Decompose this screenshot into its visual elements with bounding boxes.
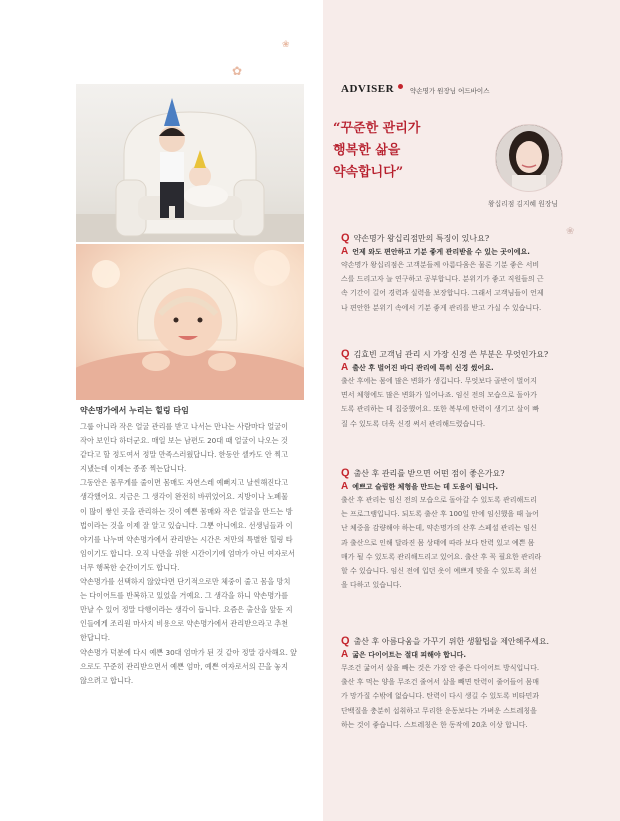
answer-headline: 예쁘고 슬림한 체형을 만드는 데 도움이 됩니다. (352, 483, 498, 491)
a-mark-icon: A (341, 481, 349, 492)
text-line: 한답니다. (80, 633, 111, 643)
text-line: 그룹 아니라 작은 얼굴 관리를 받고 나서는 만나는 사람마다 얼굴이 (80, 422, 289, 431)
paragraph (80, 420, 303, 476)
question-text: 김효빈 고객님 관리 시 가장 신경 쓴 부분은 무엇인가요? (353, 350, 549, 359)
red-dot-icon (398, 84, 403, 89)
text-line: 같다고 할 정도여서 정말 만족스러웠답니다. 한동안 셀카도 안 찍고 (80, 450, 289, 460)
a-mark-icon: A (341, 649, 349, 660)
flower-decoration-icon: ❀ (282, 40, 290, 50)
text-line: 단백질을 충분히 섭취하고 무리한 운동보다는 가벼운 스트레칭을 (341, 706, 537, 715)
text-line: 가 망가질 수밖에 없습니다. 탄력이 다시 생길 수 있도록 비타민과 (341, 692, 540, 701)
text-line: 과 출산으로 인해 달라진 몸 상태에 따라 보다 탄력 있고 예쁜 몸 (341, 538, 535, 547)
answer-body (341, 374, 587, 431)
qa-block (341, 232, 587, 315)
q-mark-icon: Q (341, 232, 350, 244)
question-row (341, 635, 587, 647)
text-line: 이 많이 쌓인 곳을 관리하는 것이 예쁜 몸매와 작은 얼굴을 만드는 방 (80, 506, 293, 516)
q-mark-icon: Q (341, 348, 350, 360)
testimonial-body (80, 420, 303, 688)
text-line: 임이기도 합니다. 오직 나만을 위한 시간이기에 엄마가 아닌 여자로서 (80, 548, 295, 558)
quote-line: 약속합니다” (333, 165, 404, 180)
text-line: 약손명가 왕십리점은 고객분들께 아름다움은 물론 기분 좋은 서비 (341, 261, 540, 269)
paragraph (80, 476, 303, 575)
adviser-portrait (495, 124, 563, 192)
question-text: 출산 후 아름다움을 가꾸기 위한 생활팁을 제안해주세요. (353, 637, 550, 646)
answer-body (341, 258, 587, 315)
text-line: 는 다이어트를 반복하고 있었을 거예요. 그 생각을 하니 약손명가를 (80, 591, 289, 601)
text-line: 생각했어요. 지금은 그 생각이 완전히 바뀌었어요. 지방이나 노폐물 (80, 492, 289, 502)
qa-block (341, 467, 587, 592)
text-line: 지냈는데 이제는 종종 찍는답니다. (80, 464, 187, 474)
text-line: 으로도 꾸준히 관리받으면서 예쁜 엄마, 예쁜 여자로서의 끈을 놓지 (80, 661, 289, 671)
q-mark-icon: Q (341, 467, 350, 479)
adviser-name: 왕십리점 김지혜 원장님 (488, 200, 558, 208)
text-line: 할 수 있습니다. 임신 전에 입던 옷이 예쁘게 맞을 수 있도록 최선 (341, 567, 537, 576)
adviser-label: ADVISER (341, 83, 395, 95)
answer-row (341, 362, 587, 373)
question-text: 출산 후 관리를 받으면 어떤 점이 좋은가요? (353, 469, 505, 478)
qa-block (341, 635, 587, 732)
answer-headline: 언제 와도 편안하고 기분 좋게 관리받을 수 있는 곳이에요. (352, 248, 530, 256)
text-line: 출산 후 관리는 임신 전의 모습으로 돌아갈 수 있도록 관리해드리 (341, 496, 537, 504)
answer-row (341, 481, 587, 492)
section-title: 약손명가에서 누리는 힐링 타임 (80, 406, 189, 415)
adviser-subtitle: 약손명가 원장님 어드바이스 (410, 87, 490, 95)
text-line: 스를 드리고자 늘 연구하고 공부합니다. 분위기가 좋고 직원들의 근 (341, 275, 544, 284)
q-mark-icon: Q (341, 635, 350, 647)
text-line: 너무 행복한 순간이기도 합니다. (80, 562, 180, 572)
text-line: 나 편안한 분위기 속에서 기분 좋게 관리를 받고 가실 수 있습니다. (341, 303, 542, 312)
answer-body (341, 661, 587, 732)
text-line: 하는 것이 좋습니다. 스트레칭은 한 동작에 20초 이상 합니다. (341, 720, 528, 729)
question-text: 약손명가 왕십리점만의 특징이 있나요? (353, 234, 490, 243)
text-line: 도록 관리하는 데 집중했어요. 또한 복부에 탄력이 생기고 살이 빠 (341, 405, 540, 414)
text-line: 그동안은 몸무게를 줄이면 몸매도 자연스레 예뻐지고 날씬해진다고 (80, 478, 289, 488)
quote-line: 행복한 삶을 (333, 143, 401, 158)
text-line: 면서 체형에도 많은 변화가 일어나죠. 임신 전의 모습으로 돌아가 (341, 391, 537, 400)
text-line: 출산 후 먹는 양을 무조건 줄여서 살을 빼면 탄력이 줄어들어 몸매 (341, 678, 540, 687)
text-line: 질 수 있도록 더욱 신경 써서 관리해드렸습니다. (341, 419, 486, 428)
photo-baby-in-bonnet (76, 244, 304, 400)
text-line: 매가 될 수 있도록 관리해드리고 있어요. 출산 후 꼭 필요한 관리라 (341, 552, 542, 561)
paragraph (80, 646, 303, 688)
qa-block (341, 348, 587, 431)
a-mark-icon: A (341, 246, 349, 257)
question-row (341, 232, 587, 244)
text-line: 만날 수 있어 정말 다행이라는 생각이 듭니다. 요즘은 출산을 앞둔 지 (80, 605, 293, 615)
text-line: 는 프로그램입니다. 되도록 출산 후 100일 안에 임신했을 때 늘어 (341, 510, 539, 519)
text-line: 을 다하고 있습니다. (341, 581, 402, 590)
answer-headline: 출산 후 벌어진 바디 관리에 특히 신경 썼어요. (352, 364, 494, 372)
paragraph (80, 575, 303, 645)
text-line: 법이라는 것을 이제 잘 알고 있습니다. 그뿐 아니에요. 선생님들과 이 (80, 520, 293, 530)
answer-row (341, 246, 587, 257)
text-line: 출산 후에는 몸에 많은 변화가 생깁니다. 무엇보다 골반이 벌어지 (341, 377, 537, 385)
text-line: 않으려고 합니다. (80, 675, 134, 685)
answer-body (341, 493, 587, 592)
text-line: 야기를 나누며 약손명가에서 관리받는 시간은 저만의 특별한 힐링 타 (80, 534, 293, 544)
question-row (341, 467, 587, 479)
flower-decoration-icon: ❀ (566, 226, 575, 237)
text-line: 무조건 굶어서 살을 빼는 것은 가장 안 좋은 다이어트 방식입니다. (341, 664, 540, 672)
text-line: 약손명가를 선택하지 않았다면 단기적으로만 체중이 줄고 몸을 망치 (80, 577, 291, 587)
text-line: 인들에게 조리원 마사지 비용으로 약손명가에서 관리받으라고 추천 (80, 619, 289, 629)
flower-decoration-icon: ✿ (232, 64, 243, 78)
quote-line: “꾸준한 관리가 (333, 121, 421, 136)
question-row (341, 348, 587, 360)
text-line: 난 체중을 감량해야 하는데, 약손명가의 산후 스페셜 관리는 임신 (341, 524, 537, 533)
text-line: 약손명가 덕분에 다시 예쁜 30대 엄마가 된 것 같아 정말 감사해요. 앞 (80, 647, 298, 657)
text-line: 작아 보인다 하더군요. 매일 보는 남편도 20대 때 얼굴이 나오는 것 (80, 436, 288, 446)
photo-children-on-chair (76, 84, 304, 242)
a-mark-icon: A (341, 362, 349, 373)
answer-headline: 굶은 다이어트는 절대 피해야 합니다. (352, 651, 467, 659)
text-line: 속 기간이 길어 경력과 실력을 보장합니다. 그래서 고객님들이 언제 (341, 289, 544, 298)
headline-quote (333, 118, 473, 184)
answer-row (341, 649, 587, 660)
